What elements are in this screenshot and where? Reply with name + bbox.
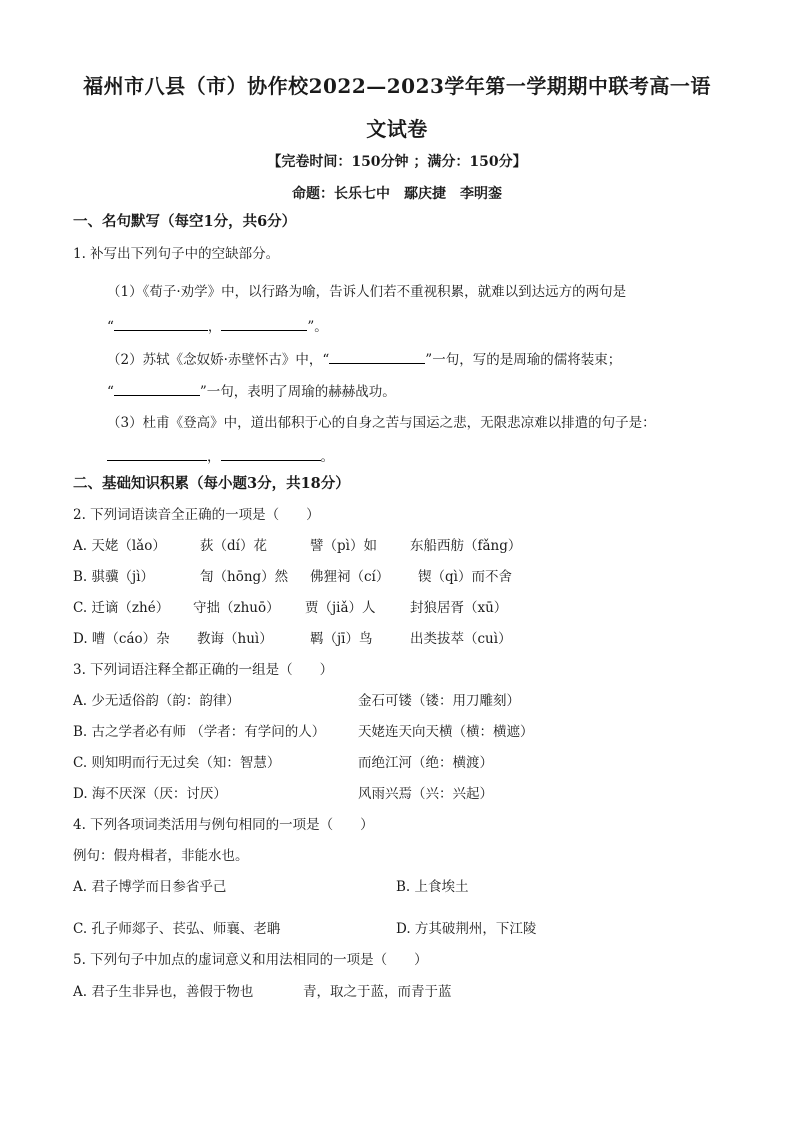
blank-3[interactable] xyxy=(329,348,425,364)
blank-1[interactable] xyxy=(114,315,208,331)
q2-c-4: 封狼居胥（xū） xyxy=(410,600,508,616)
q4-example: 例句：假舟楫者，非能水也。 xyxy=(73,848,249,864)
q2-c-2: 守拙（zhuō） xyxy=(193,600,280,616)
q3-c-2: 而绝江河（绝：横渡） xyxy=(358,755,493,771)
q2-b-4: 锲（qì）而不舍 xyxy=(418,569,512,585)
comma: ， xyxy=(207,449,221,465)
q2-a-2: 荻（dí）花 xyxy=(200,538,267,554)
q2-c-3: 贾（jiǎ）人 xyxy=(305,600,376,616)
q3-b-2: 天姥连天向天横（横：横遮） xyxy=(358,724,534,740)
q2-c-1: C. 迁谪（zhé） xyxy=(73,600,170,616)
q2-d-1: D. 嘈（cáo）杂 xyxy=(73,631,170,647)
q3-c-1: C. 则知明而行无过矣（知：智慧） xyxy=(73,755,281,771)
section2-heading: 二、基础知识积累（每小题3分，共18分） xyxy=(73,475,350,492)
close-quote: ”。 xyxy=(307,319,328,335)
q1-part2-text-b: ”一句，写的是周瑜的儒将装束； xyxy=(425,352,622,368)
q2-b-3: 佛狸祠（cí） xyxy=(310,569,390,585)
q2-a-4: 东船西舫（fǎng） xyxy=(410,538,522,554)
q1-part1-line2 xyxy=(107,315,328,337)
q2-a-3: 譬（pì）如 xyxy=(310,538,377,554)
section1-heading: 一、名句默写（每空1分，共6分） xyxy=(73,213,297,230)
q2-stem: 2. 下列词语读音全正确的一项是（ ） xyxy=(73,507,320,523)
q1-part3-line1: （3）杜甫《登高》中，道出郁积于心的自身之苦与国运之悲，无限悲凉难以排遣的句子是： xyxy=(107,415,656,431)
q3-d-2: 风雨兴焉（兴：兴起） xyxy=(358,786,493,802)
q4-b: B. 上食埃土 xyxy=(396,879,469,895)
q3-a-1: A. 少无适俗韵（韵：韵律） xyxy=(73,693,240,709)
exam-authors: 命题：长乐七中 鄢庆捷 李明銮 xyxy=(292,186,502,202)
q1-part2-line1 xyxy=(107,348,621,370)
q1-part2-text-a: （2）苏轼《念奴娇·赤壁怀古》中，“ xyxy=(107,352,330,368)
q2-b-2: 訇（hōng）然 xyxy=(200,569,289,585)
q2-d-2: 教诲（huì） xyxy=(197,631,273,647)
blank-6[interactable] xyxy=(221,445,321,461)
q1-stem: 1. 补写出下列句子中的空缺部分。 xyxy=(73,246,280,262)
q4-stem: 4. 下列各项词类活用与例句相同的一项是（ ） xyxy=(73,817,374,833)
q1-part2-line2 xyxy=(107,380,396,402)
q5-a-2: 青，取之于蓝，而青于蓝 xyxy=(303,984,452,1000)
q4-c: C. 孔子师郯子、苌弘、师襄、老聃 xyxy=(73,921,281,937)
q3-b-1: B. 古之学者必有师 （学者：有学问的人） xyxy=(73,724,326,740)
q1-part2-text-c: ”一句，表明了周瑜的赫赫战功。 xyxy=(199,384,396,400)
open-quote: “ xyxy=(107,319,114,335)
blank-2[interactable] xyxy=(221,315,307,331)
q3-d-1: D. 海不厌深（厌：讨厌） xyxy=(73,786,227,802)
blank-4[interactable] xyxy=(114,380,200,396)
q5-stem: 5. 下列句子中加点的虚词意义和用法相同的一项是（ ） xyxy=(73,952,428,968)
open-quote: “ xyxy=(107,384,114,400)
q3-a-2: 金石可镂（镂：用刀雕刻） xyxy=(358,693,520,709)
q2-d-4: 出类拔萃（cuì） xyxy=(410,631,512,647)
exam-info: 【完卷时间：150分钟 ；满分：150分】 xyxy=(267,154,527,170)
blank-5[interactable] xyxy=(107,445,207,461)
q5-a-1: A. 君子生非异也，善假于物也 xyxy=(73,984,254,1000)
q3-stem: 3. 下列词语注释全都正确的一组是（ ） xyxy=(73,662,334,678)
q2-a-1: A. 天姥（lǎo） xyxy=(73,538,166,554)
q4-d: D. 方其破荆州，下江陵 xyxy=(396,921,537,937)
q1-part1-line1: （1）《荀子·劝学》中，以行路为喻，告诉人们若不重视积累，就难以到达远方的两句是 xyxy=(107,284,627,300)
q1-part3-line2 xyxy=(107,445,334,467)
comma: ， xyxy=(207,319,222,335)
q4-a: A. 君子博学而日参省乎己 xyxy=(73,879,227,895)
exam-title-line1: 福州市八县（市）协作校2022—2023学年第一学期期中联考高一语 xyxy=(83,74,711,98)
q2-d-3: 羁（jī）鸟 xyxy=(310,631,373,647)
q2-b-1: B. 骐骥（jì） xyxy=(73,569,155,585)
exam-title-line2: 文试卷 xyxy=(366,117,428,141)
period: 。 xyxy=(320,449,334,465)
